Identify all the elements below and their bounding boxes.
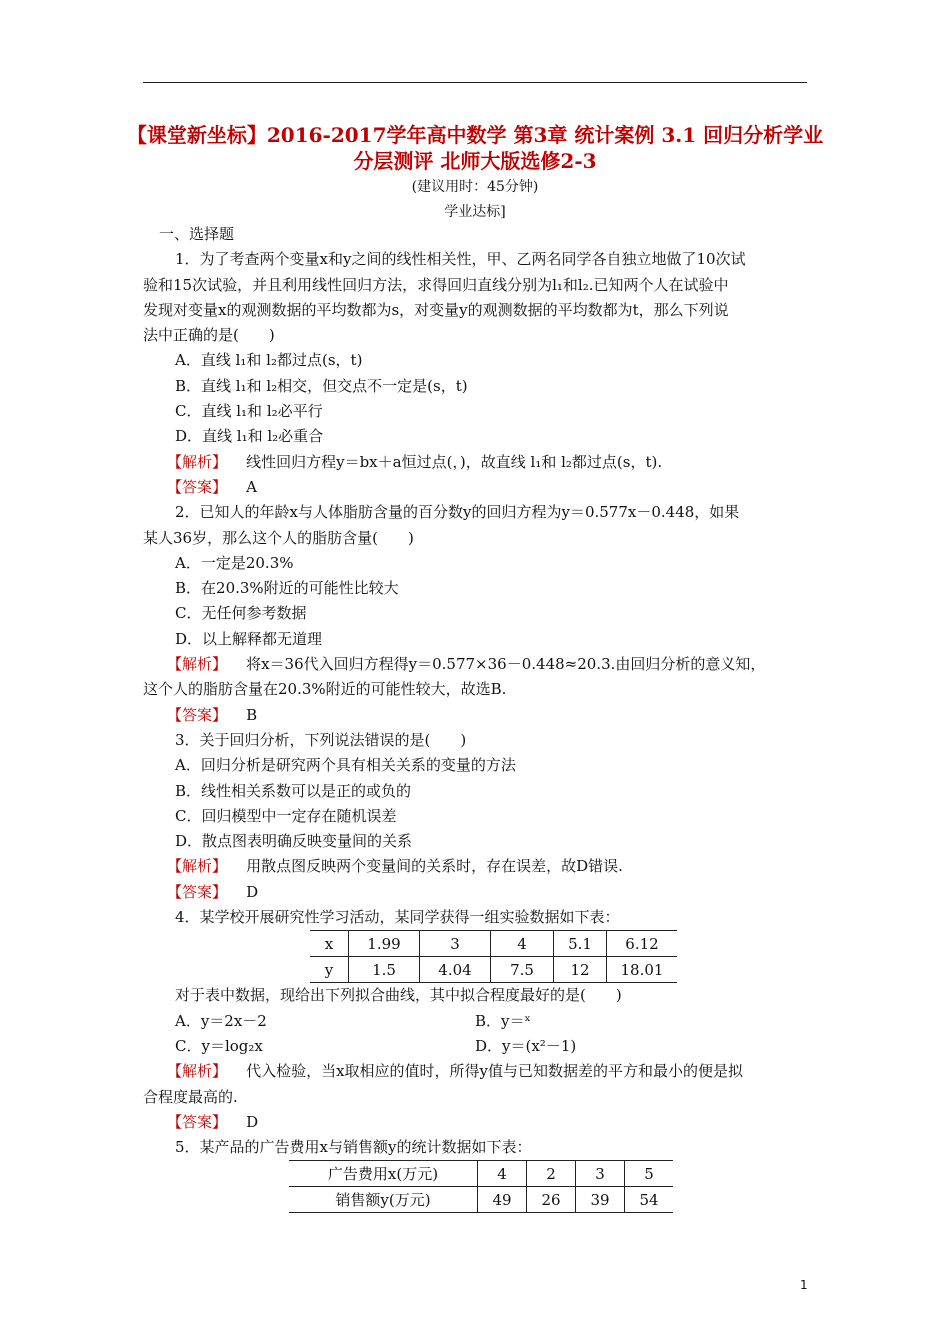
q1-stem-line: 1．为了考查两个变量x和y之间的线性相关性，甲、乙两名同学各自独立地做了10次试 [175,250,746,269]
analysis-tag: 【解析】 [167,857,228,876]
analysis-tag: 【解析】 [167,1062,228,1081]
q2-analysis-cont: 这个人的脂肪含量在20.3%附近的可能性较大，故选B. [143,680,507,699]
answer-tag: 【答案】 [167,477,228,496]
q2-option-a: A．一定是20.3% [175,553,294,572]
header-rule [143,82,807,83]
q3-answer [143,880,807,905]
table-cell: y [310,957,349,983]
section-label: 学业达标] [444,204,506,220]
q1-option-b: B．直线 l₁和 l₂相交，但交点不一定是(s，t) [175,376,468,395]
q4-options-row [143,1034,807,1059]
table-cell: x [310,931,349,957]
table-cell: 49 [478,1187,527,1213]
q4-option-b: B．y＝ˣ [475,1011,531,1030]
q3-option-b: B．线性相关系数可以是正的或负的 [175,781,412,800]
table-cell: 6.12 [607,931,678,957]
answer-tag: 【答案】 [167,882,228,901]
q4-option-a: A．y＝2x－2 [175,1011,267,1030]
table-cell: 2 [527,1161,576,1187]
q2-option-c: C．无任何参考数据 [175,604,307,623]
q2-option-d: D．以上解释都无道理 [175,629,323,648]
answer-text: D [246,882,259,901]
q2-stem-line: 2．已知人的年龄x与人体脂肪含量的百分数y的回归方程为y＝0.577x－0.448，如果 [175,503,740,522]
table-row [310,957,677,983]
table-cell: 3 [576,1161,625,1187]
q1-option-c: C．直线 l₁和 l₂必平行 [175,402,323,421]
table-cell: 4 [478,1161,527,1187]
table-cell: 5.1 [554,931,607,957]
q2-stem-line: 某人36岁，那么这个人的脂肪含量( ) [143,528,414,547]
q4-analysis-cont: 合程度最高的. [143,1087,238,1106]
table-cell: 1.5 [349,957,420,983]
answer-tag: 【答案】 [167,705,228,724]
q3-option-c: C．回归模型中一定存在随机误差 [175,806,397,825]
q1-analysis [143,450,807,475]
table-cell: 5 [625,1161,674,1187]
analysis-tag: 【解析】 [167,452,228,471]
q1-option-d: D．直线 l₁和 l₂必重合 [175,427,324,446]
q1-stem-line: 验和15次试验，并且利用线性回归方法，求得回归直线分别为l₁和l₂.已知两个人在试验中 [143,275,729,294]
analysis-text: 代入检验，当x取相应的值时，所得y值与已知数据差的平方和最小的便是拟 [246,1062,744,1081]
table-row [310,931,677,957]
q2-option-b: B．在20.3%附近的可能性比较大 [175,579,399,598]
analysis-text: 线性回归方程y＝bx＋a恒过点(，)，故直线 l₁和 l₂都过点(s，t). [246,452,663,471]
table-cell: 26 [527,1187,576,1213]
answer-tag: 【答案】 [167,1112,228,1131]
page-number: 1 [800,1278,808,1292]
q1-answer [143,475,807,500]
analysis-text: 将x＝36代入回归方程得y＝0.577×36－0.448≈20.3.由回归分析的意义知， [246,655,766,674]
table-cell: 广告费用x(万元) [289,1161,478,1187]
time-hint: (建议用时：45分钟) [411,179,539,195]
q4-analysis [143,1059,807,1084]
answer-text: B [246,705,258,724]
q4-stem-line: 4．某学校开展研究性学习活动，某同学获得一组实验数据如下表： [175,908,620,927]
table-cell: 54 [625,1187,674,1213]
q3-option-d: D．散点图表明确反映变量间的关系 [175,832,413,851]
q4-answer [143,1110,807,1135]
question-content [143,222,807,1213]
table-cell: 4 [491,931,554,957]
document-title: 【课堂新坐标】2016-2017学年高中数学 第3章 统计案例 3.1 回归分析学业分层测评 北师大版选修2-3 [126,123,824,173]
part-label: 一、选择题 [159,225,235,243]
analysis-tag: 【解析】 [167,655,228,674]
q4-option-d: D．y＝(x²－1) [475,1036,577,1055]
q4-data-table [310,930,677,983]
q4-stem-line: 对于表中数据，现给出下列拟合曲线，其中拟合程度最好的是( ) [175,986,622,1005]
q5-data-table [289,1160,673,1213]
table-cell: 3 [420,931,491,957]
table-cell: 39 [576,1187,625,1213]
q4-option-c: C．y＝log₂x [175,1036,263,1055]
table-cell: 7.5 [491,957,554,983]
q1-stem-line: 发现对变量x的观测数据的平均数都为s，对变量y的观测数据的平均数都为t，那么下列说 [143,300,729,319]
table-row [289,1187,673,1213]
q1-stem-line: 法中正确的是( ) [143,326,275,345]
table-cell: 销售额y(万元) [289,1187,478,1213]
q1-option-a: A．直线 l₁和 l₂都过点(s，t) [175,351,363,370]
q2-analysis [143,652,807,677]
q2-answer [143,703,807,728]
table-cell: 4.04 [420,957,491,983]
table-row [289,1161,673,1187]
table-cell: 1.99 [349,931,420,957]
q5-stem-line: 5．某产品的广告费用x与销售额y的统计数据如下表： [175,1138,532,1157]
q4-options-row [143,1009,807,1034]
q3-stem-line: 3．关于回归分析，下列说法错误的是( ) [175,730,467,749]
table-cell: 18.01 [607,957,678,983]
q3-option-a: A．回归分析是研究两个具有相关关系的变量的方法 [175,756,516,775]
q3-analysis [143,854,807,879]
answer-text: A [246,477,257,496]
table-cell: 12 [554,957,607,983]
answer-text: D [246,1112,259,1131]
analysis-text: 用散点图反映两个变量间的关系时，存在误差，故D错误. [246,857,623,876]
